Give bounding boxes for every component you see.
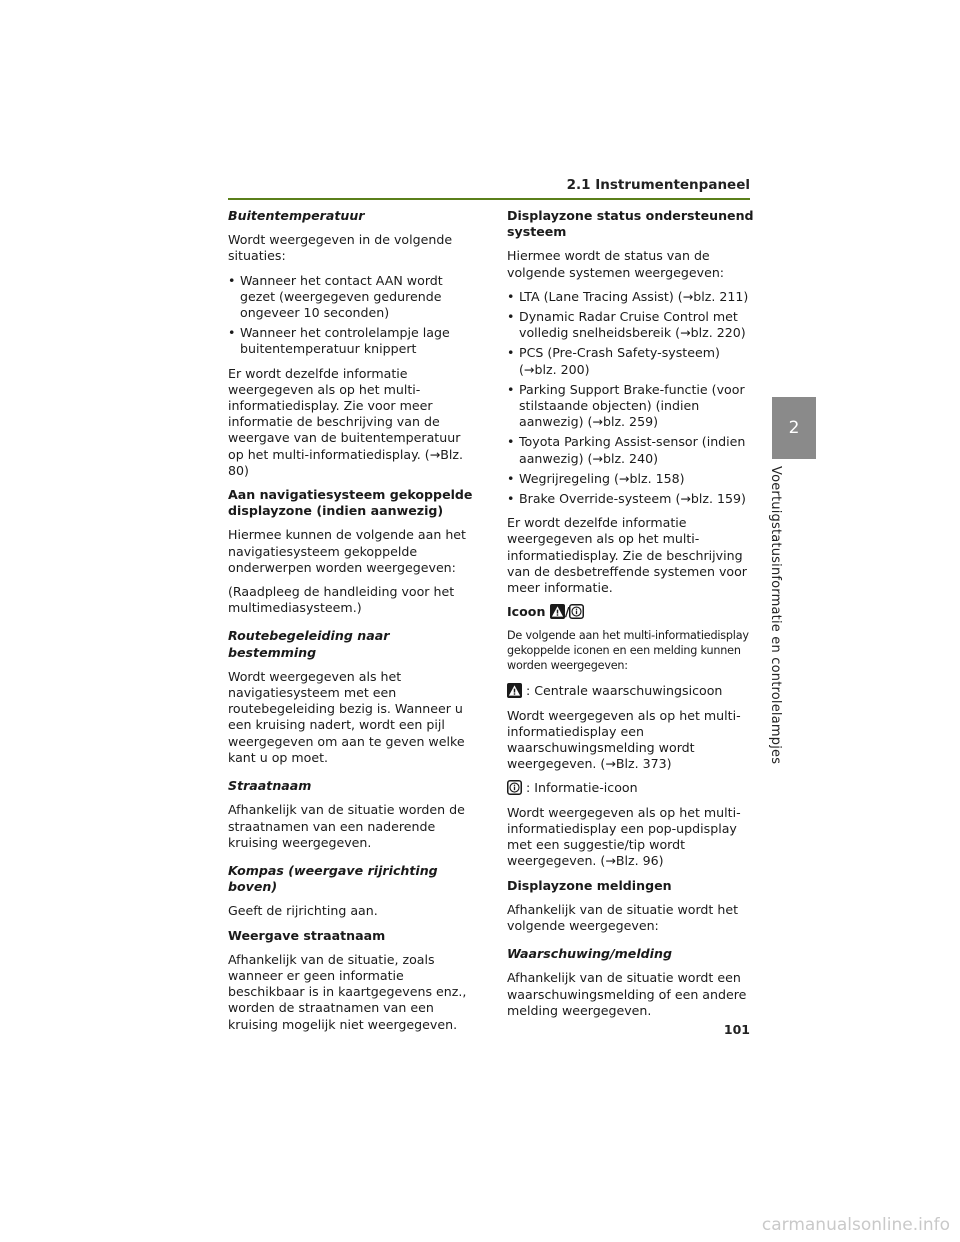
heading-warning-message: Waarschuwing/melding <box>507 946 672 962</box>
paragraph: Afhankelijk van de situatie worden de straatnamen van een naderende kruising weergegeven. <box>228 802 465 850</box>
bullet-list <box>507 289 755 507</box>
paragraph: Wordt weergegeven als op het multi-informatiedisplay een pop-updisplay met een suggestie/tip wordt weergegeven. (→Blz. 96) <box>507 804 741 869</box>
warning-triangle-icon <box>507 683 522 698</box>
paragraph: Afhankelijk van de situatie wordt het volgende weergegeven: <box>507 901 739 933</box>
list-item: • Brake Override-systeem (→blz. 159) <box>507 491 755 507</box>
warning-icon-line <box>507 683 755 699</box>
paragraph: Afhankelijk van de situatie, zoals wanneer er geen informatie beschikbaar is in kaartgegevens enz., worden de straatnamen van een kruising mogelijk niet weergegeven. <box>228 951 467 1032</box>
paragraph: Er wordt dezelfde informatie weergegeven als op het multi-informatiedisplay. Zie de beschrijving van de desbetreffende systemen voor meer informatie. <box>507 515 747 596</box>
paragraph-small: De volgende aan het multi-informatiedisplay gekoppelde iconen en een melding kunnen worden weergegeven: <box>507 629 749 673</box>
list-item: • LTA (Lane Tracing Assist) (→blz. 211) <box>507 289 755 305</box>
info-icon <box>569 604 584 619</box>
heading-message-zone: Displayzone meldingen <box>507 877 672 893</box>
paragraph: Wordt weergegeven als het navigatiesysteem met een routebegeleiding bezig is. Wanneer u een kruising nadert, wordt een pijl weergegeven om aan te geven welke kant u op moet. <box>228 668 465 765</box>
paragraph: Hiermee wordt de status van de volgende systemen weergegeven: <box>507 248 725 280</box>
header-divider <box>228 198 750 200</box>
heading-outside-temperature: Buitentemperatuur <box>228 208 365 223</box>
paragraph: (Raadpleeg de handleiding voor het multimediasysteem.) <box>228 584 455 616</box>
paragraph: Wordt weergegeven als op het multi-informatiedisplay een waarschuwingsmelding wordt weergegeven. (→Blz. 373) <box>507 707 741 772</box>
list-item: • Wanneer het contact AAN wordt gezet (weergegeven gedurende ongeveer 10 seconden) <box>228 273 476 322</box>
warning-triangle-icon <box>550 604 565 619</box>
warning-icon-label: : Centrale waarschuwingsicoon <box>526 683 723 699</box>
right-column <box>507 208 755 1027</box>
info-icon-line <box>507 780 755 796</box>
page-number: 101 <box>723 1022 750 1037</box>
list-item: • PCS (Pre-Crash Safety-systeem) (→blz. 200) <box>507 345 755 377</box>
watermark: carmanualsonline.info <box>761 1215 950 1235</box>
list-item: • Parking Support Brake-functie (voor stilstaande objecten) (indien aanwezig) (→blz. 259) <box>507 382 755 431</box>
icon-separator: / <box>564 604 570 620</box>
list-item: • Dynamic Radar Cruise Control met volledig snelheidsbereik (→blz. 220) <box>507 309 755 341</box>
paragraph: Wordt weergegeven in de volgende situaties: <box>228 232 453 264</box>
heading-route-guidance: Routebegeleiding naar bestemming <box>228 628 390 660</box>
heading-icon <box>507 604 755 620</box>
list-item: • Toyota Parking Assist-sensor (indien aanwezig) (→blz. 240) <box>507 434 755 466</box>
info-icon-label: : Informatie-icoon <box>526 780 638 796</box>
chapter-title-vertical: Voertuigstatusinformatie en controlelampjes <box>768 466 783 765</box>
bullet-list <box>228 273 476 358</box>
heading-support-system-zone: Displayzone status ondersteunend systeem <box>507 208 754 240</box>
section-header: 2.1 Instrumentenpaneel <box>566 177 750 193</box>
heading-street-name-display: Weergave straatnaam <box>228 927 386 943</box>
heading-street-name: Straatnaam <box>228 778 312 794</box>
list-item: • Wanneer het controlelampje lage buitentemperatuur knippert <box>228 325 476 357</box>
paragraph: Afhankelijk van de situatie wordt een waarschuwingsmelding of een andere melding weergegeven. <box>507 970 747 1018</box>
paragraph: Er wordt dezelfde informatie weergegeven als op het multi-informatiedisplay. Zie voor meer informatie de beschrijving van de weergave van de buitentemperatuur op het multi-informatiedisplay. (→Blz. 80) <box>228 365 463 478</box>
left-column <box>228 208 476 1041</box>
icon-heading-label: Icoon <box>507 604 546 620</box>
heading-compass: Kompas (weergave rijrichting boven) <box>228 862 438 895</box>
paragraph: Geeft de rijrichting aan. <box>228 903 378 919</box>
heading-navigation-zone: Aan navigatiesysteem gekoppelde displayzone (indien aanwezig) <box>228 487 473 519</box>
paragraph: Hiermee kunnen de volgende aan het navigatiesysteem gekoppelde onderwerpen worden weergegeven: <box>228 527 466 575</box>
chapter-tab: 2 <box>772 397 816 459</box>
info-icon <box>507 780 522 795</box>
list-item: • Wegrijregeling (→blz. 158) <box>507 471 755 487</box>
